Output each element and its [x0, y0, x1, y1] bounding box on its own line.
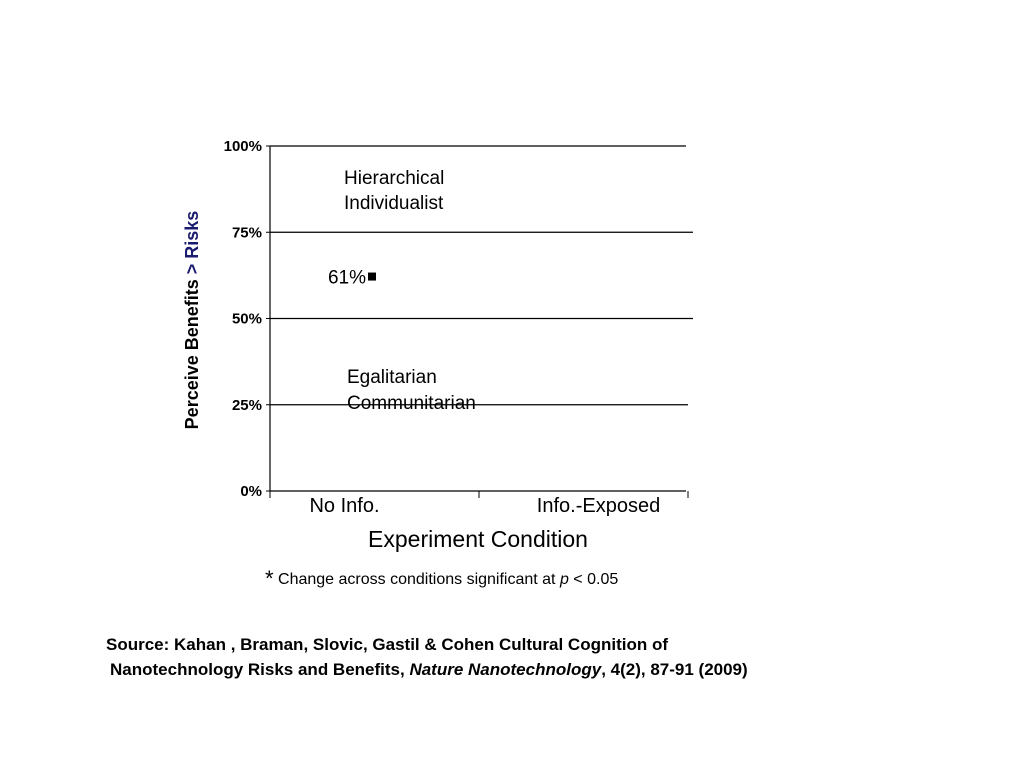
footnote-text: Change across conditions significant at — [273, 571, 560, 588]
y-tick-label: 75% — [231, 224, 262, 242]
series — [328, 268, 376, 289]
y-axis-label-part: Risks — [182, 210, 202, 259]
y-axis-label-part: > — [182, 258, 202, 275]
y-axis-label-part: Perceive Benefits — [182, 274, 202, 430]
y-tick-label: 50% — [231, 310, 262, 328]
y-tick-labels — [224, 138, 262, 500]
y-axis-label — [182, 211, 202, 430]
y-tick-label: 100% — [223, 138, 262, 155]
y-tick-label: 0% — [240, 483, 262, 500]
source-volume: , 4(2), 87-91 (2009) — [601, 660, 748, 679]
annotation-lower-line: Egalitarian — [347, 367, 437, 388]
source-journal: Nature Nanotechnology — [409, 660, 602, 679]
x-category-label: No Info. — [309, 495, 380, 517]
source-citation — [106, 632, 748, 682]
footnote-star: * — [265, 566, 274, 591]
axes — [266, 146, 688, 498]
data-label: 61% — [327, 267, 366, 289]
annotation-upper-line: Individualist — [344, 193, 444, 214]
data-point — [368, 273, 376, 281]
x-axis-label: Experiment Condition — [368, 526, 588, 552]
y-tick-label: 25% — [231, 396, 262, 414]
footnote — [265, 566, 618, 592]
x-category-label: Info.-Exposed — [536, 495, 661, 517]
source-line-1: Source: Kahan , Braman, Slovic, Gastil & Cohen Cultural Cognition of — [106, 635, 669, 654]
x-category-labels — [309, 495, 660, 517]
annotations — [344, 168, 476, 414]
source-title: Nanotechnology Risks and Benefits, — [110, 660, 410, 679]
source-line-2 — [106, 657, 748, 682]
footnote-p-symbol: p — [559, 571, 569, 588]
annotation-lower-line: Communitarian — [347, 393, 476, 414]
footnote-threshold: < 0.05 — [568, 571, 619, 588]
annotation-upper-line: Hierarchical — [344, 168, 445, 189]
